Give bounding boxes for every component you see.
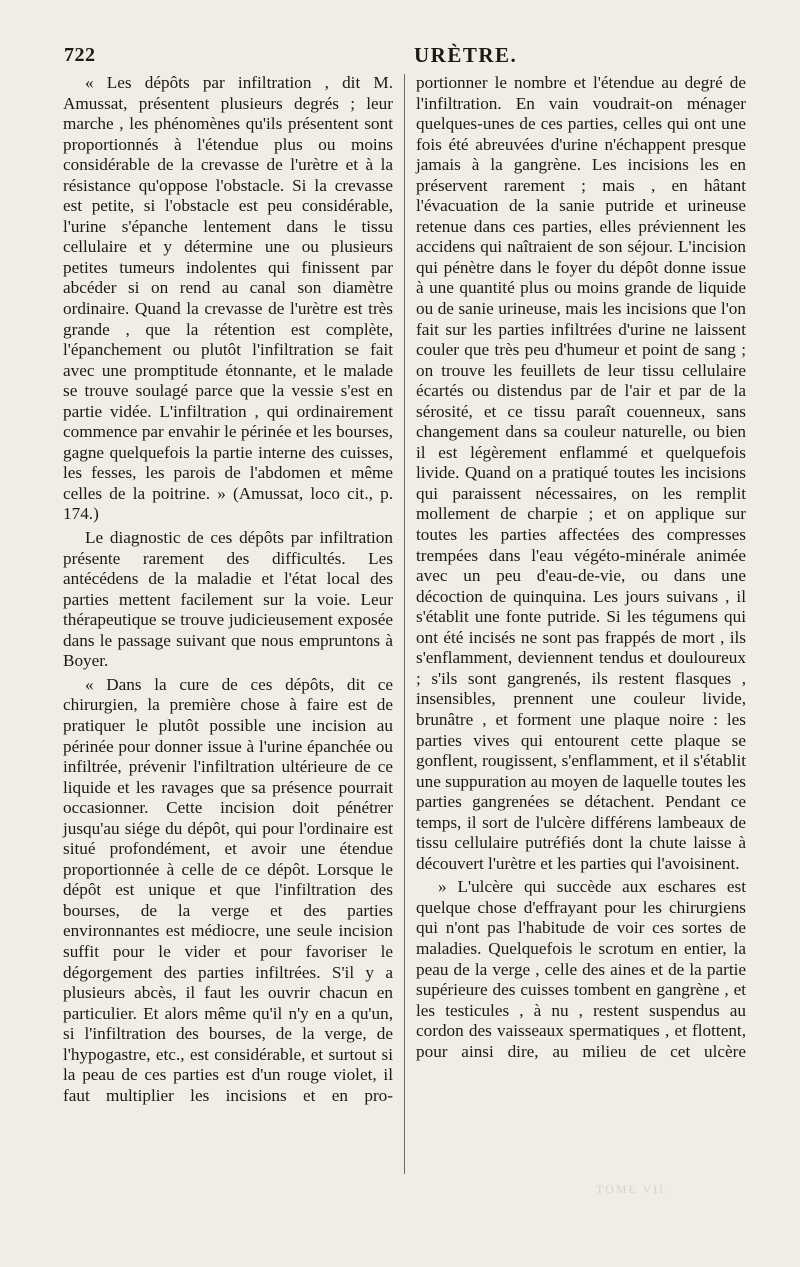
column-divider — [404, 74, 405, 1174]
right-column — [416, 73, 746, 1062]
page-number: 722 — [64, 44, 96, 66]
paragraph-ulcer: » L'ulcère qui succède aux eschares est quelque chose d'effrayant pour les chirurgiens qui n'ont pas l'habitude de voir ces sortes de maladies. Quelquefois le scrotum en entier, la peau de la verge , celle des aines et de la partie supérieure des cuisses tombent en gangrène , et les testicules , à nu , restent suspendus au cordon des vaisseaux spermatiques , et flottent, pour ainsi dire, au milieu de cet ulcère — [416, 877, 746, 1061]
paragraph-diagnostic: Le diagnostic de ces dépôts par infiltration présente rarement des difficultés. Les antécédens de la maladie et l'état local des parties mettent facilement sur la voie. Leur thérapeutique se trouve judicieusement exposée dans le passage suivant que nous empruntons à Boyer. — [63, 528, 393, 671]
paragraph-amussat-quote: « Les dépôts par infiltration , dit M. Amussat, présentent plusieurs degrés ; leur marche , les phénomènes qu'ils présentent sont proportionnés à l'étendue plus ou moins considérable de la crevasse de l'urètre et à la résistance qu'oppose l'obstacle. Si la crevasse est petite, si l'obstacle est peu considérable, l'urine s'épanche lentement dans le tissu cellulaire et y détermine une ou plusieurs petites tumeurs indolentes qui finissent par abcéder si on rend au canal son diamètre ordinaire. Quand la crevasse de l'urètre est très grande , que la rétention est complète, l'épanchement ou plutôt l'infiltration se fait avec une promptitude étonnante, et le malade se trouve soulagé parce que la vessie s'est en partie vidée. L'infiltration , qui ordinairement commence par envahir le périnée et les bourses, gagne quelquefois la partie interne des cuisses, les fesses, les parois de l'abdomen et même celles de la poitrine. » (Amussat, loco cit., p. 174.) — [63, 73, 393, 524]
bleed-through-text: TOME VII. — [596, 1182, 671, 1196]
page-header — [62, 40, 752, 70]
left-column — [63, 73, 393, 1106]
paragraph-boyer-continued: portionner le nombre et l'étendue au degré de l'infiltration. En vain voudrait-on ménager quelques-unes de ces parties, celles qui ont une fois été abreuvées d'urine n'échappent presque jamais à la gangrène. Les incisions les en préservent rarement ; mais , en hâtant l'évacuation de la sanie putride et urineuse retenue dans ces parties, elles préviennent les accidens qui naîtraient de son séjour. L'incision qui pénètre dans le foyer du dépôt donne issue à une quantité plus ou moins grande de liquide ou de sanie urineuse, mais les incisions que l'on fait sur les parties infiltrées d'urine ne laissent couler que très peu d'humeur et point de sang ; on trouve les feuillets de leur tissu cellulaire écartés ou distendus par de l'air et par de la sérosité, et ce tissu paraît couenneux, sans changement dans sa couleur naturelle, ou bien il est légèrement enflammé et quelquefois livide. Quand on a pratiqué toutes les incisions qui paraissent nécessaires, on les remplit mollement de charpie ; et on applique sur toutes les parties affectées des compresses trempées dans l'eau végéto-minérale animée avec un peu d'eau-de-vie, ou dans une décoction de quinquina. Les jours suivans , il s'établit une fonte putride. Si les tégumens qui ont été incisés ne sont pas frappés de mort , ils s'enflamment, deviennent tendus et douloureux ; s'ils sont gangrenés, ils restent flasques , insensibles, prennent une couleur livide, brunâtre , et forment une plaque noire : les parties vives qui entourent cette plaque se gonflent, rougissent, s'enflamment, et il s'établit une suppuration au moyen de laquelle toutes les parties gangrenées se détachent. Pendant ce temps, il sort de l'ulcère différens lambeaux de tissu cellulaire putréfiés dont la chute laisse à découvert l'urètre et les parties qui l'avoisinent. — [416, 73, 746, 873]
running-head: URÈTRE. — [414, 43, 518, 67]
paragraph-boyer-quote: « Dans la cure de ces dépôts, dit ce chirurgien, la première chose à faire est de pratiquer le plutôt possible une incision au périnée pour donner issue à l'urine épanchée ou infiltrée, prévenir l'infiltration ultérieure de ce liquide et les ravages que sa présence pourrait occasionner. Cette incision doit pénétrer jusqu'au siége du dépôt, qui pour l'ordinaire est situé profondément, et avoir une étendue proportionnée à celle de ce dépôt. Lorsque le dépôt est unique et que l'infiltration des bourses, de la verge et des parties environnantes est médiocre, une seule incision suffit pour le vider et pour favoriser le dégorgement des parties infiltrées. S'il y a plusieurs abcès, il faut les ouvrir chacun en particulier. Et alors même qu'il n'y en a qu'un, si l'infiltration des bourses, de la verge, de l'hypogastre, etc., est considérable, et surtout si la peau de ces parties est d'un rouge violet, il faut multiplier les incisions et en pro- — [63, 674, 393, 1105]
